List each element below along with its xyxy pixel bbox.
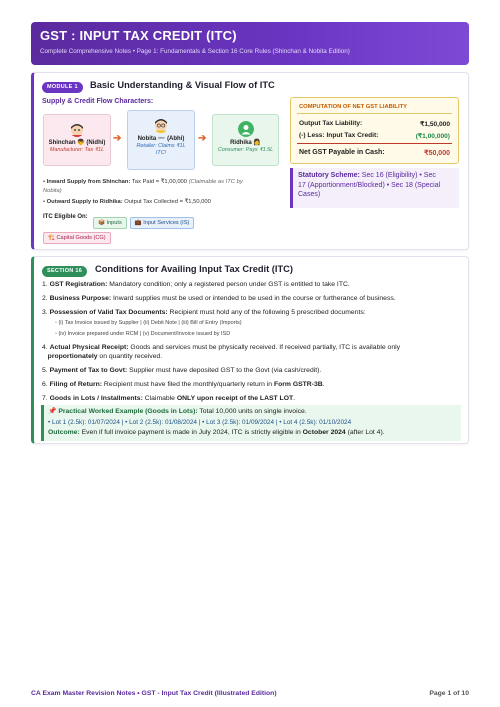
page-number: Page 1 of 10 xyxy=(429,690,469,697)
item-text: Claimable xyxy=(142,395,177,402)
outcome-text: Even if full invoice payment is made in July 2024, ITC is strictly eligible in xyxy=(79,429,303,436)
net-gst-computation xyxy=(290,97,459,164)
item-text: . xyxy=(293,395,296,402)
module-badge: MODULE 1 xyxy=(42,82,83,93)
item-number: 1. xyxy=(42,281,48,288)
item-number: 2. xyxy=(42,295,48,302)
item-label: Payment of Tax to Govt: xyxy=(49,367,128,374)
arrow-right-icon: ➔ xyxy=(113,133,122,144)
statutory-text: 17 (Apportionment/Blocked) • Sec 18 (Special xyxy=(298,181,441,189)
example-outcome xyxy=(48,428,457,439)
statutory-text: Sec 16 (Eligibility) • Sec xyxy=(359,172,436,179)
itc-eligible-label: ITC Eligible On: xyxy=(43,214,88,220)
flow-heading: Supply & Credit Flow Characters: xyxy=(42,98,154,105)
outcome-text: (after Lot 4). xyxy=(345,429,385,436)
character-name: Ridhika 👩 xyxy=(230,140,261,146)
section-badge: SECTION 16 xyxy=(42,266,87,277)
example-title xyxy=(48,407,457,418)
section-title: Conditions for Availing Input Tax Credit (ITC) xyxy=(95,264,293,274)
inward-supply-bullet: • Inward Supply from Shinchan: Tax Paid = ₹1,00,000 (Claimable as ITC by Nobita) xyxy=(43,179,243,194)
item-text: on quantity received. xyxy=(97,353,163,360)
example-title-rest: Total 10,000 units on single invoice. xyxy=(197,408,307,415)
item-text: Recipient must hold any of the following 5 prescribed documents: xyxy=(167,309,366,316)
outward-supply-bullet: • Outward Supply to Ridhika: Output Tax Collected = ₹1,50,000 xyxy=(43,199,211,205)
divider xyxy=(297,143,452,144)
shinchan-avatar-icon xyxy=(69,121,85,137)
computation-row-total xyxy=(299,149,450,157)
bullet-note-cont: Nobita) xyxy=(43,187,62,194)
tag-inputs: 📦 Inputs xyxy=(93,217,127,229)
item-text-bold: Form GSTR-3B xyxy=(273,381,323,388)
document-list-line: ◦ (iv) Invoice prepared under RCM | (v) Document/Invoice issued by ISD xyxy=(55,331,231,337)
item-number: 3. xyxy=(42,309,48,316)
item-text: Goods and services must be physically received. If received partially, ITC is available only xyxy=(128,344,401,351)
footer-title: CA Exam Master Revision Notes • GST - Input Tax Credit (Illustrated Edition) xyxy=(31,690,277,697)
tag-capital-goods: 🏗️ Capital Goods (CG) xyxy=(43,232,111,244)
document-list-line: ◦ (i) Tax Invoice issued by Supplier | (ii) Debit Note | (iii) Bill of Entry (Imports) xyxy=(55,320,242,326)
statutory-text: Cases) xyxy=(298,191,321,198)
page-subtitle: Complete Comprehensive Notes • Page 1: Fundamentals & Section 16 Core Rules (Shinchan & Nobita Edition) xyxy=(40,48,350,55)
row-label: Output Tax Liability: xyxy=(299,120,363,127)
character-role: Retailer: Claims ₹1L xyxy=(136,143,186,149)
outcome-label: Outcome: xyxy=(48,429,80,436)
bullet-label: Outward Supply to Ridhika: xyxy=(46,199,123,205)
nobita-avatar-icon xyxy=(153,117,169,133)
condition-item xyxy=(42,343,462,361)
character-ridhika xyxy=(212,114,279,166)
module-title: Basic Understanding & Visual Flow of ITC xyxy=(90,80,275,90)
condition-item xyxy=(42,366,462,375)
bullet-note: (Claimable as ITC by xyxy=(188,179,243,185)
row-label: Net GST Payable in Cash: xyxy=(299,149,385,156)
row-value: ₹50,000 xyxy=(424,150,450,157)
item-text-bold: ONLY upon receipt of the LAST LOT xyxy=(176,395,294,402)
worked-example-box xyxy=(41,405,461,441)
item-label: Actual Physical Receipt: xyxy=(49,344,129,351)
eligible-tags-row2 xyxy=(43,226,114,244)
statutory-scheme-note xyxy=(290,168,459,208)
condition-item xyxy=(42,280,462,289)
character-name: Shinchan 👦 (Nidhi) xyxy=(48,140,106,146)
character-role: Consumer: Pays ₹1.5L xyxy=(217,147,274,153)
item-text: Recipient must have filed the monthly/quarterly return in xyxy=(102,381,274,388)
condition-item xyxy=(42,294,462,303)
outcome-bold: October 2024 xyxy=(302,429,346,436)
item-text: Supplier must have deposited GST to the Govt (via cash/credit). xyxy=(127,367,322,374)
character-role: Manufacturer: Tax ₹1L xyxy=(49,147,105,153)
item-label: Business Purpose: xyxy=(49,295,112,302)
condition-item xyxy=(42,394,462,403)
tag-input-services: 💼 Input Services (IS) xyxy=(130,217,195,229)
item-label: Possession of Valid Tax Documents: xyxy=(49,309,168,316)
character-shinchan xyxy=(43,114,111,166)
item-text: Inward supplies must be used or intended to be used in the course or furtherance of business. xyxy=(111,295,396,302)
bullet-text: Output Tax Collected = ₹1,50,000 xyxy=(122,199,211,205)
condition-item xyxy=(42,380,462,389)
statutory-label: Statutory Scheme: xyxy=(298,172,360,179)
item-text-bold: proportionately xyxy=(47,353,98,360)
item-label: Filing of Return: xyxy=(49,381,103,388)
bullet-text: Tax Paid = ₹1,00,000 xyxy=(130,179,189,185)
item-label: GST Registration: xyxy=(49,281,108,288)
item-number: 4. xyxy=(42,344,48,351)
computation-row xyxy=(299,132,450,140)
row-value: (₹1,00,000) xyxy=(415,133,450,140)
item-label: Goods in Lots / Installments: xyxy=(49,395,143,402)
header-banner xyxy=(31,22,469,65)
example-title-label: 📌 Practical Worked Example (Goods in Lots): xyxy=(48,408,198,415)
arrow-right-icon: ➔ xyxy=(198,133,207,144)
character-nobita xyxy=(127,110,195,170)
condition-item xyxy=(42,308,462,317)
row-label: (-) Less: Input Tax Credit: xyxy=(299,132,379,139)
character-name: Nobita 👓 (Abhi) xyxy=(137,136,185,142)
item-text: Mandatory condition; only a registered person under GST is entitled to take ITC. xyxy=(107,281,350,288)
divider xyxy=(297,113,452,114)
row-value: ₹1,50,000 xyxy=(420,121,450,128)
computation-heading: COMPUTATION OF NET GST LIABILITY xyxy=(299,104,407,110)
bullet-label: Inward Supply from Shinchan: xyxy=(46,179,131,185)
example-lots: • Lot 1 (2.5k): 01/07/2024 | • Lot 2 (2.5k): 01/08/2024 | • Lot 3 (2.5k): 01/09/2024 | • Lot 4 (2.5k): 01/10/2024 xyxy=(48,418,352,426)
page-title: GST : INPUT TAX CREDIT (ITC) xyxy=(40,28,237,43)
item-text: . xyxy=(322,381,325,388)
computation-row xyxy=(299,120,450,128)
character-role-cont: ITC! xyxy=(155,150,167,156)
item-number: 6. xyxy=(42,381,48,388)
item-number: 5. xyxy=(42,367,48,374)
ridhika-avatar-icon xyxy=(238,121,254,137)
item-number: 7. xyxy=(42,395,48,402)
